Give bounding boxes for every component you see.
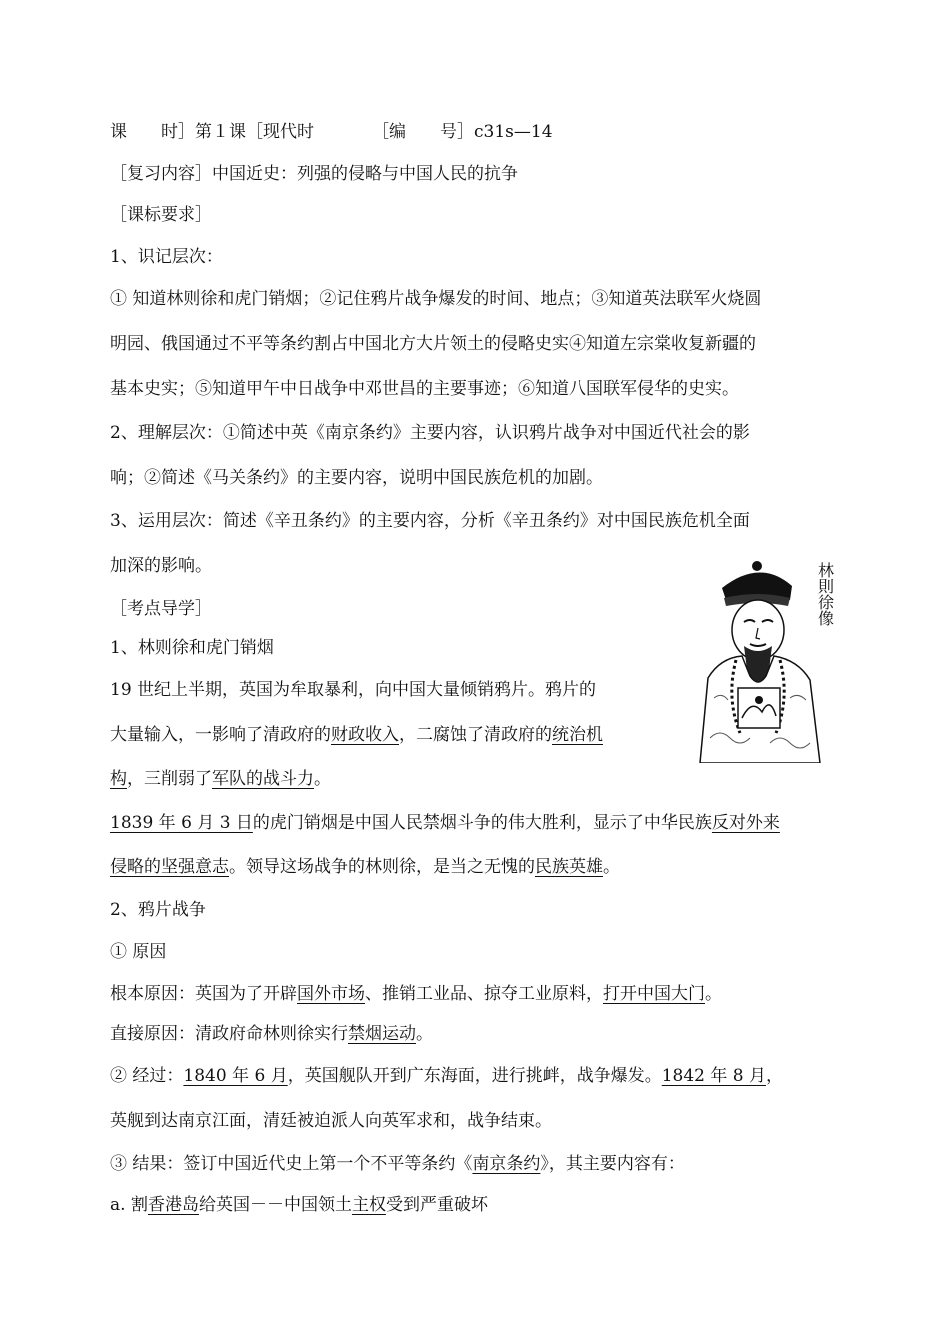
number-label: ［编 号］c31s—14 xyxy=(372,122,553,142)
review-line: ［复习内容］中国近史：列强的侵略与中国人民的抗争 xyxy=(110,164,518,184)
section1-title: 1、林则徐和虎门销烟 xyxy=(110,638,274,658)
direct-cause: 直接原因：清政府命林则徐实行禁烟运动。 xyxy=(110,1024,433,1044)
memory-title: 1、识记层次： xyxy=(110,247,223,267)
lin-zexu-portrait xyxy=(680,548,837,763)
underlined-term: 1842 年 8 月 xyxy=(661,1066,766,1086)
lesson-label: 课 时］第１课［现代时 xyxy=(110,122,314,142)
underlined-term: 侵略的坚强意志 xyxy=(110,857,229,877)
underlined-term: 南京条约 xyxy=(472,1154,541,1174)
section1-p1-line3: 构，三削弱了军队的战斗力。 xyxy=(110,769,331,789)
apply-line-2: 加深的影响。 xyxy=(110,556,212,576)
standards-title: ［课标要求］ xyxy=(110,205,212,225)
section1-p1-line2: 大量输入，一影响了清政府的财政收入，二腐蚀了清政府的统治机 xyxy=(110,725,603,745)
process-line-1: ② 经过：1840 年 6 月，英国舰队开到广东海面，进行挑衅，战争爆发。1842 年 8 月， xyxy=(110,1066,783,1086)
underlined-term: 民族英雄 xyxy=(535,857,603,877)
understand-line-1: 2、理解层次：①简述中英《南京条约》主要内容，认识鸦片战争对中国近代社会的影 xyxy=(110,423,750,443)
memory-line-1: ① 知道林则徐和虎门销烟；②记住鸦片战争爆发的时间、地点；③知道英法联军火烧圆 xyxy=(110,289,762,309)
underlined-term: 1839 年 6 月 3 日 xyxy=(110,813,253,833)
underlined-term: 反对外来 xyxy=(711,813,780,833)
underlined-term: 1840 年 6 月 xyxy=(183,1066,288,1086)
underlined-term: 主权 xyxy=(351,1195,386,1215)
section1-p2-line1: 1839 年 6 月 3 日的虎门销烟是中国人民禁烟斗争的伟大胜利，显示了中华民族反对外来 xyxy=(110,813,780,833)
underlined-term: 打开中国大门 xyxy=(603,984,705,1004)
underlined-term: 财政收入 xyxy=(331,725,399,745)
underlined-term: 国外市场 xyxy=(297,984,365,1004)
underlined-term: 构 xyxy=(110,769,127,789)
cause-title: ① 原因 xyxy=(110,942,167,962)
root-cause: 根本原因：英国为了开辟国外市场、推销工业品、掠夺工业原料，打开中国大门。 xyxy=(110,984,722,1004)
guide-title: ［考点导学］ xyxy=(110,599,212,619)
section2-title: 2、鸦片战争 xyxy=(110,900,206,920)
portrait-inscription: 林則徐像 xyxy=(815,562,835,626)
section1-p1-line1: 19 世纪上半期，英国为牟取暴利，向中国大量倾销鸦片。鸦片的 xyxy=(110,680,597,700)
memory-line-2: 明园、俄国通过不平等条约割占中国北方大片领土的侵略史实④知道左宗棠收复新疆的 xyxy=(110,334,756,354)
header-line xyxy=(110,120,553,144)
underlined-term: 禁烟运动 xyxy=(348,1024,416,1044)
underlined-term: 统治机 xyxy=(552,725,603,745)
apply-line-1: 3、运用层次：简述《辛丑条约》的主要内容，分析《辛丑条约》对中国民族危机全面 xyxy=(110,511,750,531)
underlined-term: 香港岛 xyxy=(147,1195,199,1215)
understand-line-2: 响；②简述《马关条约》的主要内容，说明中国民族危机的加剧。 xyxy=(110,468,603,488)
process-line-2: 英舰到达南京江面，清廷被迫派人向英军求和，战争结束。 xyxy=(110,1111,552,1131)
underlined-term: 军队的战斗力 xyxy=(212,769,314,789)
result-item-a: a. 割香港岛给英国－－中国领土主权受到严重破坏 xyxy=(110,1195,488,1215)
result-line: ③ 结果：签订中国近代史上第一个不平等条约《南京条约》，其主要内容有： xyxy=(110,1154,685,1174)
section1-p2-line2: 侵略的坚强意志。领导这场战争的林则徐，是当之无愧的民族英雄。 xyxy=(110,857,620,877)
memory-line-3: 基本史实；⑤知道甲午中日战争中邓世昌的主要事迹；⑥知道八国联军侵华的史实。 xyxy=(110,379,739,399)
